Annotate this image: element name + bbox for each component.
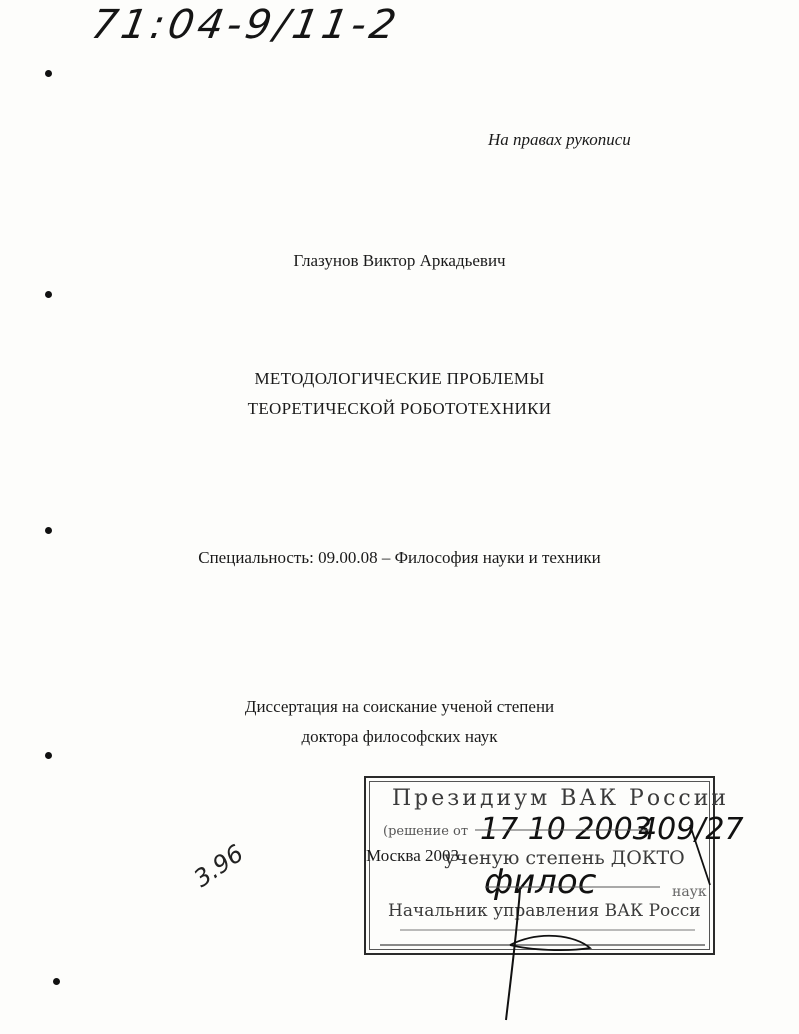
signature-stroke [506,890,520,1020]
dissertation-line-2: доктора философских наук [301,727,498,746]
punch-hole-mark [45,752,52,759]
archive-code: 71:04-9/11-2 [87,2,404,48]
stamp-field-handwritten: филос [484,862,597,902]
manuscript-note: На правах рукописи [488,130,631,149]
stamp-field-suffix: наук [672,884,707,900]
specialty: Специальность: 09.00.08 – Философия науки и техники [198,548,601,567]
stamp-head: Начальник управления ВАК Росси [388,901,701,921]
stamp-title: Президиум ВАК России [392,786,730,811]
punch-hole-mark [45,527,52,534]
punch-hole-mark [45,70,52,77]
stamp-degree-text: ученую степень ДОКТО [444,847,685,869]
stamp-decision-date: 17 10 2003 [480,812,652,847]
author-name: Глазунов Виктор Аркадьевич [293,251,506,270]
punch-hole-mark [45,291,52,298]
dissertation-line-1: Диссертация на соискание ученой степени [244,697,555,716]
city-year: Москва 2003 [366,846,460,865]
stamp-decision-label: (решение от [383,824,469,839]
title-line-2: ТЕОРЕТИЧЕСКОЙ РОБОТОТЕХНИКИ [247,399,552,418]
signature-loop [510,936,590,950]
stamp-ink-lines [360,770,770,1030]
title-line-1: МЕТОДОЛОГИЧЕСКИЕ ПРОБЛЕМЫ [254,369,545,388]
punch-hole-mark [53,978,60,985]
stamp-decision-number: 409/27 [638,812,744,847]
number-flourish [690,825,710,885]
margin-note: 3.96 [188,839,249,893]
